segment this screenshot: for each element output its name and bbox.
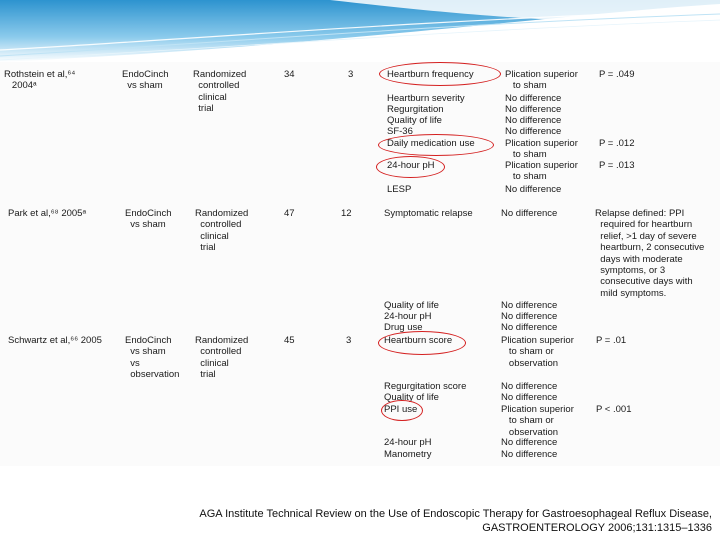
outcome-p-value: P < .001 [596,404,632,415]
header-band [0,0,720,70]
study-n: 45 [284,335,295,346]
outcome-label: Regurgitation score [384,381,467,392]
study-design: Randomized controlled clinical trial [195,335,249,381]
study-n: 34 [284,69,295,80]
outcome-label: LESP [387,184,412,195]
outcome-label: Heartburn score [384,335,453,346]
study-n: 47 [284,208,295,219]
outcome-result: No difference [501,392,558,403]
outcome-label: SF-36 [387,126,413,137]
outcome-label: PPI use [384,404,418,415]
highlight-circle-daily-medication-use [378,134,494,156]
outcome-label: 24-hour pH [384,311,432,322]
outcome-p-value: P = .049 [599,69,635,80]
outcome-label: Quality of life [387,115,442,126]
study-design: Randomized controlled clinical trial [195,208,249,254]
outcome-label: Manometry [384,449,432,460]
outcome-result: No difference [501,322,558,333]
outcome-result: No difference [501,449,558,460]
study-intervention: EndoCinch vs sham [122,69,169,92]
study-author: Park et al,⁶⁸ 2005ᵃ [8,208,86,219]
outcome-result: No difference [505,115,562,126]
study-author: Schwartz et al,⁶⁶ 2005 [8,335,102,346]
outcome-result: No difference [501,381,558,392]
outcome-result: No difference [505,126,562,137]
outcome-label: 24-hour pH [384,437,432,448]
outcome-label: Quality of life [384,300,439,311]
relapse-definition-note: Relapse defined: PPI required for heartburn relief, >1 day of severe heartburn, 2 consecutive days with moderate symptoms, or 3 consecutive days with mild symptoms. [595,208,705,299]
outcome-result: Plication superior to sham or observation [501,404,574,438]
study-author: Rothstein et al,⁶⁴ 2004ᵃ [4,69,76,92]
outcome-label: Heartburn severity [387,93,465,104]
highlight-circle-ppi-use [381,400,423,421]
study-followup: 3 [348,69,354,80]
outcome-result: Plication superior to sham [505,138,578,161]
outcome-result: No difference [505,184,562,195]
highlight-circle-24-hour-ph [376,156,445,178]
citation [199,508,712,535]
outcome-p-value: P = .01 [596,335,627,346]
study-followup: 12 [341,208,352,219]
outcome-label: Quality of life [384,392,439,403]
outcome-label: 24-hour pH [387,160,435,171]
study-intervention: EndoCinch vs sham [125,208,172,231]
outcome-result: No difference [501,208,558,219]
study-intervention: EndoCinch vs sham vs observation [125,335,180,381]
outcome-label: Drug use [384,322,423,333]
outcome-result: No difference [501,437,558,448]
outcome-result: No difference [501,300,558,311]
citation-line-2: GASTROENTEROLOGY 2006;131:1315–1336 [482,521,712,534]
highlight-circle-heartburn-frequency [379,62,501,86]
outcome-p-value: P = .013 [599,160,635,171]
outcome-label: Regurgitation [387,104,444,115]
citation-line-1: AGA Institute Technical Review on the Use of Endoscopic Therapy for Gastroesophageal Reflux Disease, [199,508,712,520]
outcome-label: Daily medication use [387,138,475,149]
outcome-result: No difference [501,311,558,322]
outcome-label: Symptomatic relapse [384,208,473,219]
study-design: Randomized controlled clinical trial [193,69,247,115]
outcome-p-value: P = .012 [599,138,635,149]
outcome-label: Heartburn frequency [387,69,474,80]
highlight-circle-heartburn-score [378,331,466,355]
outcome-result: No difference [505,93,562,104]
outcome-result: Plication superior to sham or observation [501,335,574,369]
outcome-result: Plication superior to sham [505,160,578,183]
outcome-result: Plication superior to sham [505,69,578,92]
outcome-result: No difference [505,104,562,115]
study-followup: 3 [346,335,352,346]
